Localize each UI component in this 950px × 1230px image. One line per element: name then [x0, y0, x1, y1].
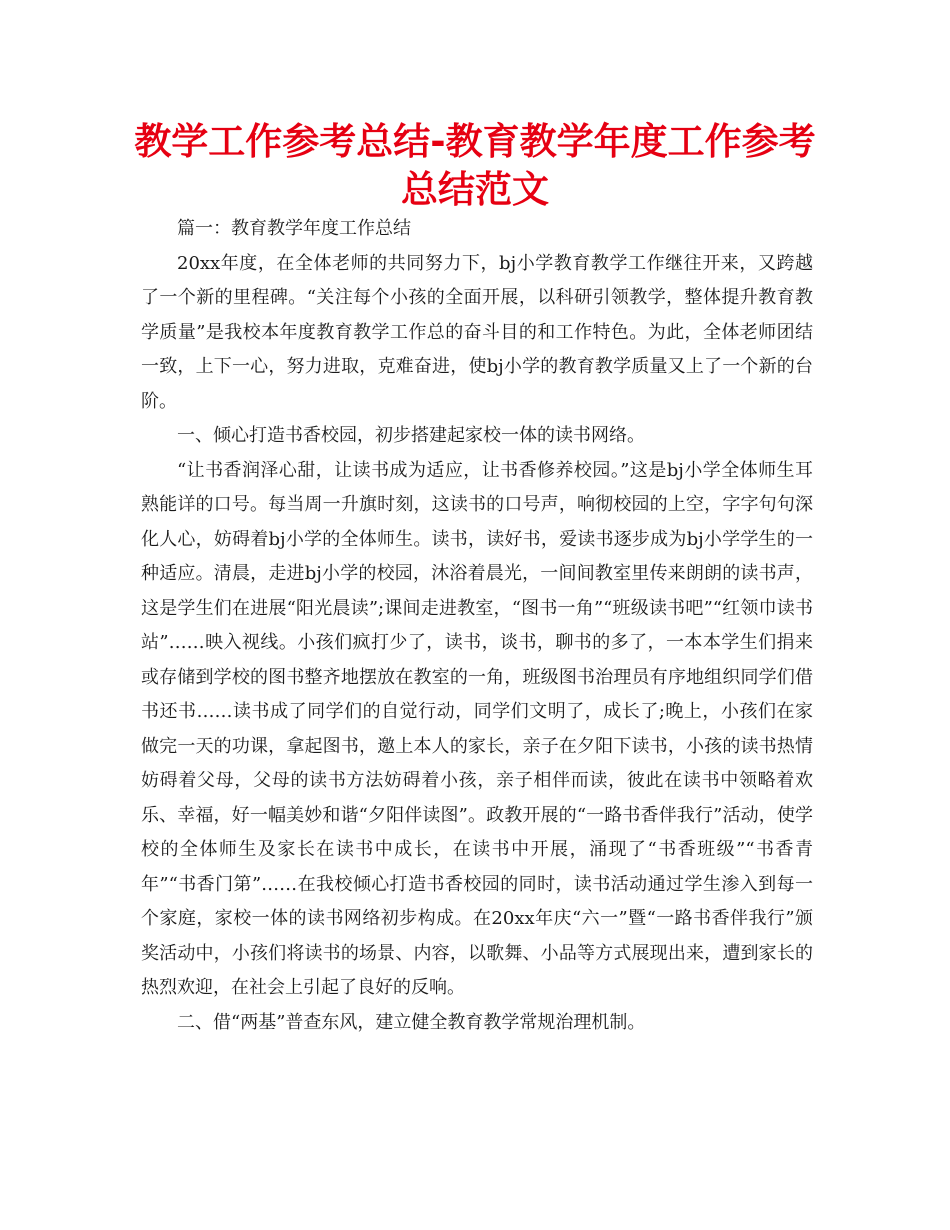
document-title: 教学工作参考总结-教育教学年度工作参考总结范文 [134, 120, 816, 211]
document-body [141, 212, 813, 1040]
section-heading-part-one: 篇一：教育教学年度工作总结 [177, 218, 411, 239]
section-heading-two: 二、借“两基”普查东风，建立健全教育教学常规治理机制。 [177, 1011, 646, 1033]
reading-campaign-paragraph: “让书香润泽心甜，让读书成为适应，让书香修养校园。”这是bj小学全体师生耳熟能详的口号。每当周一升旗时刻，这读书的口号声，响彻校园的上空，字字句句深化人心，妨碍着bj小学的全体师生。读书，读好书，爱读书逐步成为bj小学学生的一种适应。清晨，走进bj小学的校园，沐浴着晨光，一间间教室里传来朗朗的读书声，这是学生们在进展“阳光晨读”;课间走进教室，“图书一角”“班级读书吧”“红领巾读书站”……映入视线。小孩们疯打少了，读书，谈书，聊书的多了，一本本学生们捐来或存储到学校的图书整齐地摆放在教室的一角，班级图书治理员有序地组织同学们借书还书……读书成了同学们的自觉行动，同学们文明了，成长了;晚上，小孩们在家做完一天的功课，拿起图书，邀上本人的家长，亲子在夕阳下读书，小孩的读书热情妨碍着父母，父母的读书方法妨碍着小孩，亲子相伴而读，彼此在读书中领略着欢乐、幸福，好一幅美妙和谐“夕阳伴读图”。政教开展的“一路书香伴我行”活动，使学校的全体师生及家长在读书中成长，在读书中开展，涌现了“书香班级”“书香青年”“书香门第”……在我校倾心打造书香校园的同时，读书活动通过学生渗入到每一个家庭，家校一体的读书网络初步构成。在20xx年庆“六一”暨“一路书香伴我行”颁奖活动中，小孩们将读书的场景、内容，以歌舞、小品等方式展现出来，遭到家长的热烈欢迎，在社会上引起了良好的反响。 [141, 459, 813, 998]
intro-paragraph: 20xx年度，在全体老师的共同努力下，bj小学教育教学工作继往开来，又跨越了一个新的里程碑。“关注每个小孩的全面开展，以科研引领教学，整体提升教育教学质量”是我校本年度教育教学工作总的奋斗目的和工作特色。为此，全体老师团结一致，上下一心，努力进取，克难奋进，使bj小学的教育教学质量又上了一个新的台阶。 [141, 252, 813, 412]
section-heading-one: 一、倾心打造书香校园，初步搭建起家校一体的读书网络。 [177, 425, 645, 446]
